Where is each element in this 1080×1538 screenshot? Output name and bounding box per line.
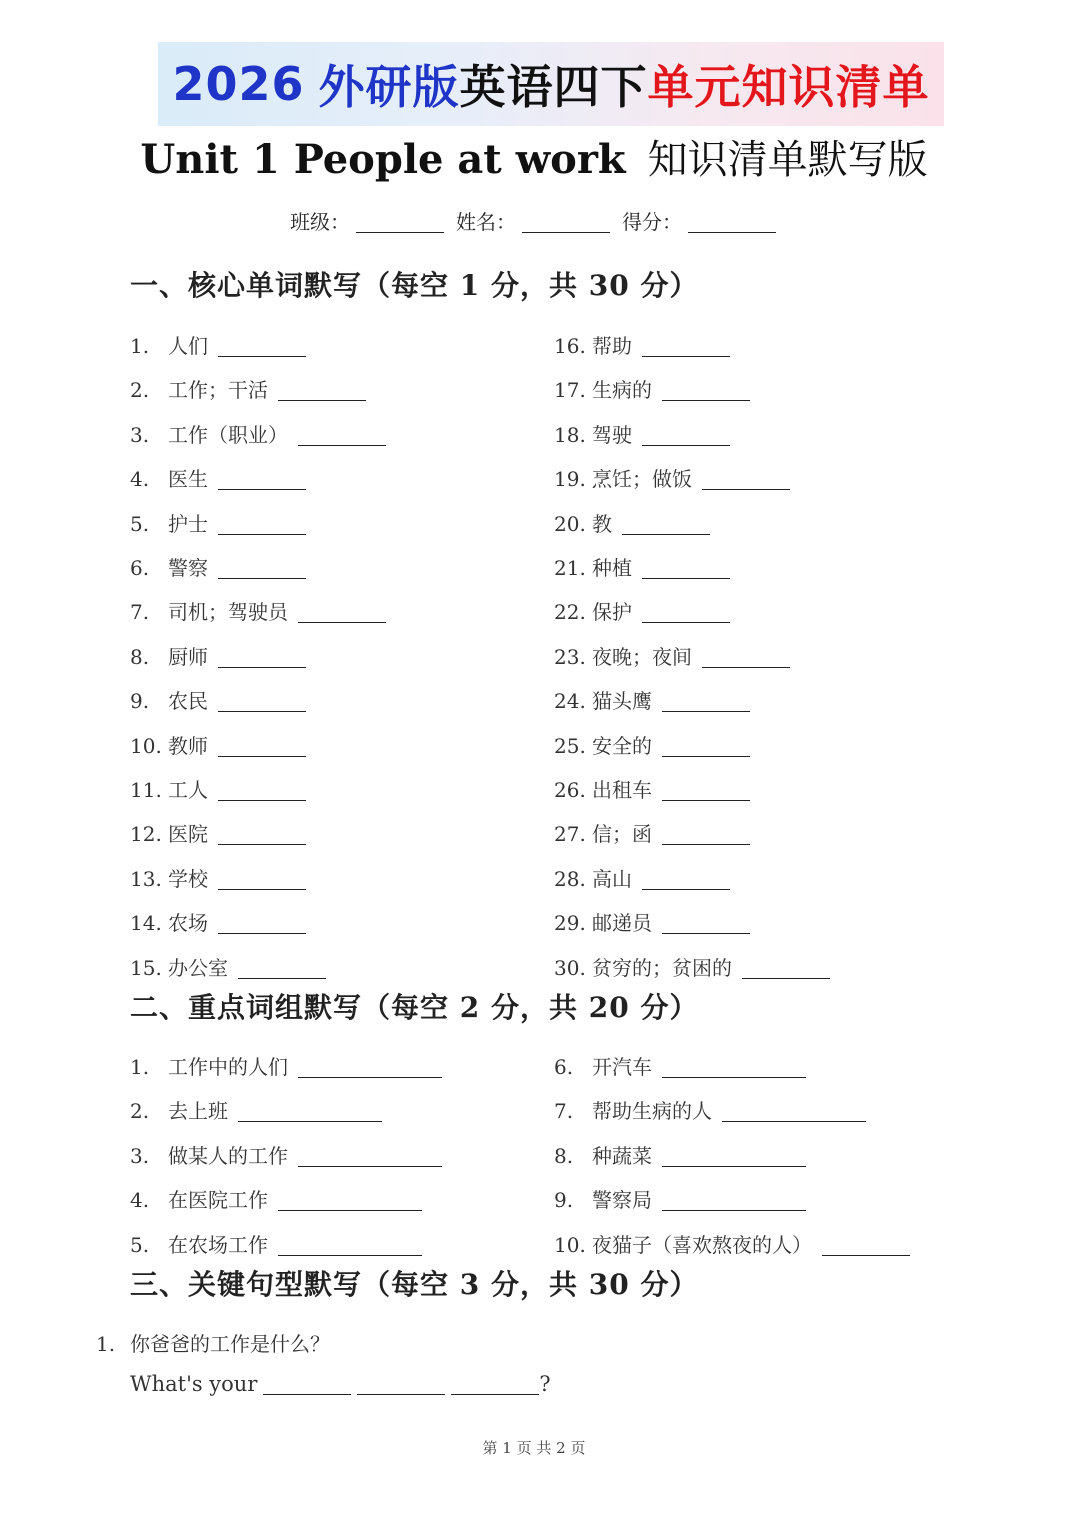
answer-blank[interactable] [662, 1057, 806, 1078]
vocabulary-item [130, 863, 306, 892]
item-prompt: 厨师 [168, 644, 208, 669]
item-prompt: 在农场工作 [168, 1232, 268, 1257]
item-prompt: 办公室 [168, 955, 228, 980]
item-prompt: 保护 [592, 600, 632, 625]
sentence-prefix: What's your [130, 1372, 258, 1396]
item-number: 23. [554, 644, 586, 669]
item-number: 1. [130, 334, 150, 358]
answer-blank[interactable] [662, 824, 750, 845]
answer-blank[interactable] [662, 380, 750, 401]
item-number: 9. [554, 1188, 574, 1213]
item-prompt: 护士 [168, 511, 208, 536]
answer-blank[interactable] [642, 336, 730, 357]
item-number: 10. [130, 733, 162, 758]
item-number: 29. [554, 911, 586, 936]
answer-blank[interactable] [278, 1235, 422, 1256]
student-info [290, 206, 776, 235]
phrase-item [130, 1140, 442, 1169]
item-prompt: 农场 [168, 911, 208, 936]
phrase-item [554, 1184, 806, 1213]
item-number: 5. [130, 511, 150, 536]
item-number: 5. [130, 1232, 150, 1257]
vocabulary-item [554, 330, 730, 359]
answer-blank[interactable] [218, 514, 306, 535]
vocabulary-item [554, 818, 750, 847]
item-prompt: 工作（职业） [168, 422, 288, 447]
item-prompt: 猫头鹰 [592, 689, 652, 714]
vocabulary-item [130, 374, 366, 403]
item-number: 22. [554, 600, 586, 625]
vocabulary-item [130, 419, 386, 448]
banner-list: 单元知识清单 [647, 60, 930, 114]
score-field [622, 206, 776, 235]
vocabulary-item [130, 730, 306, 759]
item-prompt: 生病的 [592, 378, 652, 403]
item-number: 4. [130, 467, 150, 492]
vocabulary-item [130, 463, 306, 492]
item-number: 19. [554, 467, 586, 492]
item-number: 2. [130, 378, 150, 403]
answer-blank[interactable] [298, 1057, 442, 1078]
item-number: 11. [130, 778, 162, 802]
answer-blank[interactable] [218, 336, 306, 357]
item-prompt: 夜晚；夜间 [592, 644, 692, 669]
item-prompt: 司机；驾驶员 [168, 600, 288, 625]
item-prompt: 邮递员 [592, 911, 652, 936]
name-field [456, 206, 610, 235]
item-number: 3. [130, 422, 150, 447]
class-field [290, 206, 444, 235]
phrase-item [130, 1095, 382, 1124]
item-prompt: 去上班 [168, 1099, 228, 1124]
vocabulary-item [554, 863, 730, 892]
sentence-question [96, 1328, 330, 1357]
sentence-question-text: 你爸爸的工作是什么？ [130, 1332, 330, 1356]
item-prompt: 做某人的工作 [168, 1143, 288, 1168]
item-number: 24. [554, 689, 586, 714]
answer-blank[interactable] [218, 736, 306, 757]
vocabulary-item [554, 552, 730, 581]
item-number: 4. [130, 1188, 150, 1213]
answer-blank[interactable] [662, 780, 750, 801]
vocabulary-item [554, 419, 730, 448]
item-number: 9. [130, 689, 150, 714]
answer-blank[interactable] [642, 869, 730, 890]
score-label: 得分： [622, 210, 682, 234]
item-prompt: 医生 [168, 467, 208, 492]
section-phrases-title: 二、重点词组默写（每空 2 分，共 20 分） [130, 991, 699, 1024]
name-blank[interactable] [522, 212, 610, 233]
phrase-item [554, 1051, 806, 1080]
vocabulary-item [130, 818, 306, 847]
item-prompt: 安全的 [592, 733, 652, 758]
item-number: 16. [554, 334, 586, 358]
answer-blank[interactable] [742, 958, 830, 979]
item-number: 30. [554, 955, 586, 980]
answer-blank[interactable] [642, 558, 730, 579]
answer-blank[interactable] [278, 1190, 422, 1211]
vocabulary-item [554, 774, 750, 803]
item-number: 1. [130, 1055, 150, 1079]
vocabulary-item [130, 330, 306, 359]
vocabulary-item [554, 952, 830, 981]
answer-blank[interactable] [238, 958, 326, 979]
item-prompt: 开汽车 [592, 1055, 652, 1079]
answer-blank[interactable] [822, 1235, 910, 1256]
vocabulary-item [554, 508, 710, 537]
item-number: 3. [130, 1143, 150, 1168]
item-number: 26. [554, 778, 586, 802]
class-blank[interactable] [356, 212, 444, 233]
vocabulary-item [554, 730, 750, 759]
item-number: 7. [130, 600, 150, 625]
title-banner [158, 42, 944, 126]
item-number: 10. [554, 1233, 586, 1257]
sentence-suffix: ? [539, 1372, 551, 1396]
page-subtitle [0, 128, 1068, 185]
item-prompt: 烹饪；做饭 [592, 467, 692, 492]
item-prompt: 医院 [168, 822, 208, 847]
item-number: 12. [130, 822, 162, 847]
vocabulary-item [554, 685, 750, 714]
item-number: 2. [130, 1099, 150, 1124]
item-number: 28. [554, 866, 586, 891]
item-prompt: 驾驶 [592, 422, 632, 447]
answer-blank[interactable] [278, 380, 366, 401]
item-number: 17. [554, 378, 586, 403]
answer-blank[interactable] [702, 647, 790, 668]
vocabulary-item [554, 463, 790, 492]
answer-blank[interactable] [238, 1101, 382, 1122]
phrase-item [130, 1229, 422, 1258]
item-number: 6. [554, 1055, 574, 1079]
item-prompt: 贫穷的；贫困的 [592, 955, 732, 980]
banner-grade: 英语四下 [459, 60, 648, 114]
item-prompt: 种蔬菜 [592, 1143, 652, 1168]
subtitle-english: Unit 1 People at work [140, 136, 626, 183]
vocabulary-item [554, 596, 730, 625]
item-prompt: 夜猫子（喜欢熬夜的人） [592, 1233, 812, 1257]
item-prompt: 人们 [168, 334, 208, 358]
answer-blank[interactable] [357, 1374, 445, 1395]
vocabulary-item [130, 596, 386, 625]
section-sentences-title: 三、关键句型默写（每空 3 分，共 30 分） [130, 1268, 699, 1301]
answer-blank[interactable] [662, 691, 750, 712]
item-number: 8. [130, 644, 150, 669]
item-prompt: 教 [592, 511, 612, 536]
vocabulary-item [130, 907, 306, 936]
vocabulary-item [130, 552, 306, 581]
item-prompt: 高山 [592, 866, 632, 891]
item-prompt: 在医院工作 [168, 1188, 268, 1213]
section-vocabulary-title: 一、核心单词默写（每空 1 分，共 30 分） [130, 269, 699, 302]
vocabulary-item [130, 508, 306, 537]
vocabulary-item [130, 685, 306, 714]
banner-year: 2026 [172, 57, 305, 111]
vocabulary-item [554, 907, 750, 936]
item-number: 20. [554, 511, 586, 536]
answer-blank[interactable] [642, 602, 730, 623]
item-number: 14. [130, 911, 162, 936]
phrase-item [554, 1229, 910, 1258]
item-number: 8. [554, 1143, 574, 1168]
answer-blank[interactable] [218, 691, 306, 712]
item-prompt: 工作中的人们 [168, 1055, 288, 1079]
item-number: 25. [554, 733, 586, 758]
answer-blank[interactable] [298, 425, 386, 446]
sentence-answer [130, 1372, 551, 1396]
item-prompt: 工作；干活 [168, 378, 268, 403]
phrase-item [130, 1184, 422, 1213]
item-prompt: 帮助生病的人 [592, 1099, 712, 1124]
vocabulary-item [554, 641, 790, 670]
answer-blank[interactable] [702, 469, 790, 490]
answer-blank[interactable] [722, 1101, 866, 1122]
vocabulary-item [130, 641, 306, 670]
item-number: 7. [554, 1099, 574, 1124]
answer-blank[interactable] [298, 602, 386, 623]
item-prompt: 种植 [592, 556, 632, 580]
answer-blank[interactable] [622, 514, 710, 535]
banner-publisher: 外研版 [318, 60, 460, 114]
item-prompt: 出租车 [592, 778, 652, 802]
answer-blank[interactable] [298, 1146, 442, 1167]
item-number: 15. [130, 955, 162, 980]
phrase-item [130, 1051, 442, 1080]
answer-blank[interactable] [218, 469, 306, 490]
item-number: 13. [130, 866, 162, 891]
item-prompt: 警察 [168, 556, 208, 580]
name-label: 姓名： [456, 210, 516, 234]
score-blank[interactable] [688, 212, 776, 233]
vocabulary-item [130, 774, 306, 803]
item-prompt: 警察局 [592, 1188, 652, 1213]
answer-blank[interactable] [451, 1374, 539, 1395]
item-prompt: 教师 [168, 733, 208, 758]
item-number: 21. [554, 556, 586, 580]
item-number: 27. [554, 822, 586, 847]
answer-blank[interactable] [218, 824, 306, 845]
item-prompt: 学校 [168, 866, 208, 891]
answer-blank[interactable] [218, 913, 306, 934]
answer-blank[interactable] [218, 869, 306, 890]
item-prompt: 帮助 [592, 334, 632, 358]
answer-blank[interactable] [218, 780, 306, 801]
class-label: 班级： [290, 210, 350, 234]
answer-blank[interactable] [263, 1374, 351, 1395]
answer-blank[interactable] [662, 736, 750, 757]
page-footer: 第 1 页 共 2 页 [482, 1439, 586, 1457]
answer-blank[interactable] [642, 425, 730, 446]
item-prompt: 信；函 [592, 822, 652, 847]
answer-blank[interactable] [218, 647, 306, 668]
item-prompt: 农民 [168, 689, 208, 714]
vocabulary-item [130, 952, 326, 981]
answer-blank[interactable] [662, 913, 750, 934]
item-prompt: 工人 [168, 778, 208, 802]
vocabulary-item [554, 374, 750, 403]
item-number: 6. [130, 556, 150, 580]
sentence-number: 1. [96, 1332, 116, 1356]
phrase-item [554, 1095, 866, 1124]
answer-blank[interactable] [662, 1190, 806, 1211]
answer-blank[interactable] [218, 558, 306, 579]
answer-blank[interactable] [662, 1146, 806, 1167]
subtitle-chinese: 知识清单默写版 [647, 137, 928, 183]
phrase-item [554, 1140, 806, 1169]
item-number: 18. [554, 422, 586, 447]
